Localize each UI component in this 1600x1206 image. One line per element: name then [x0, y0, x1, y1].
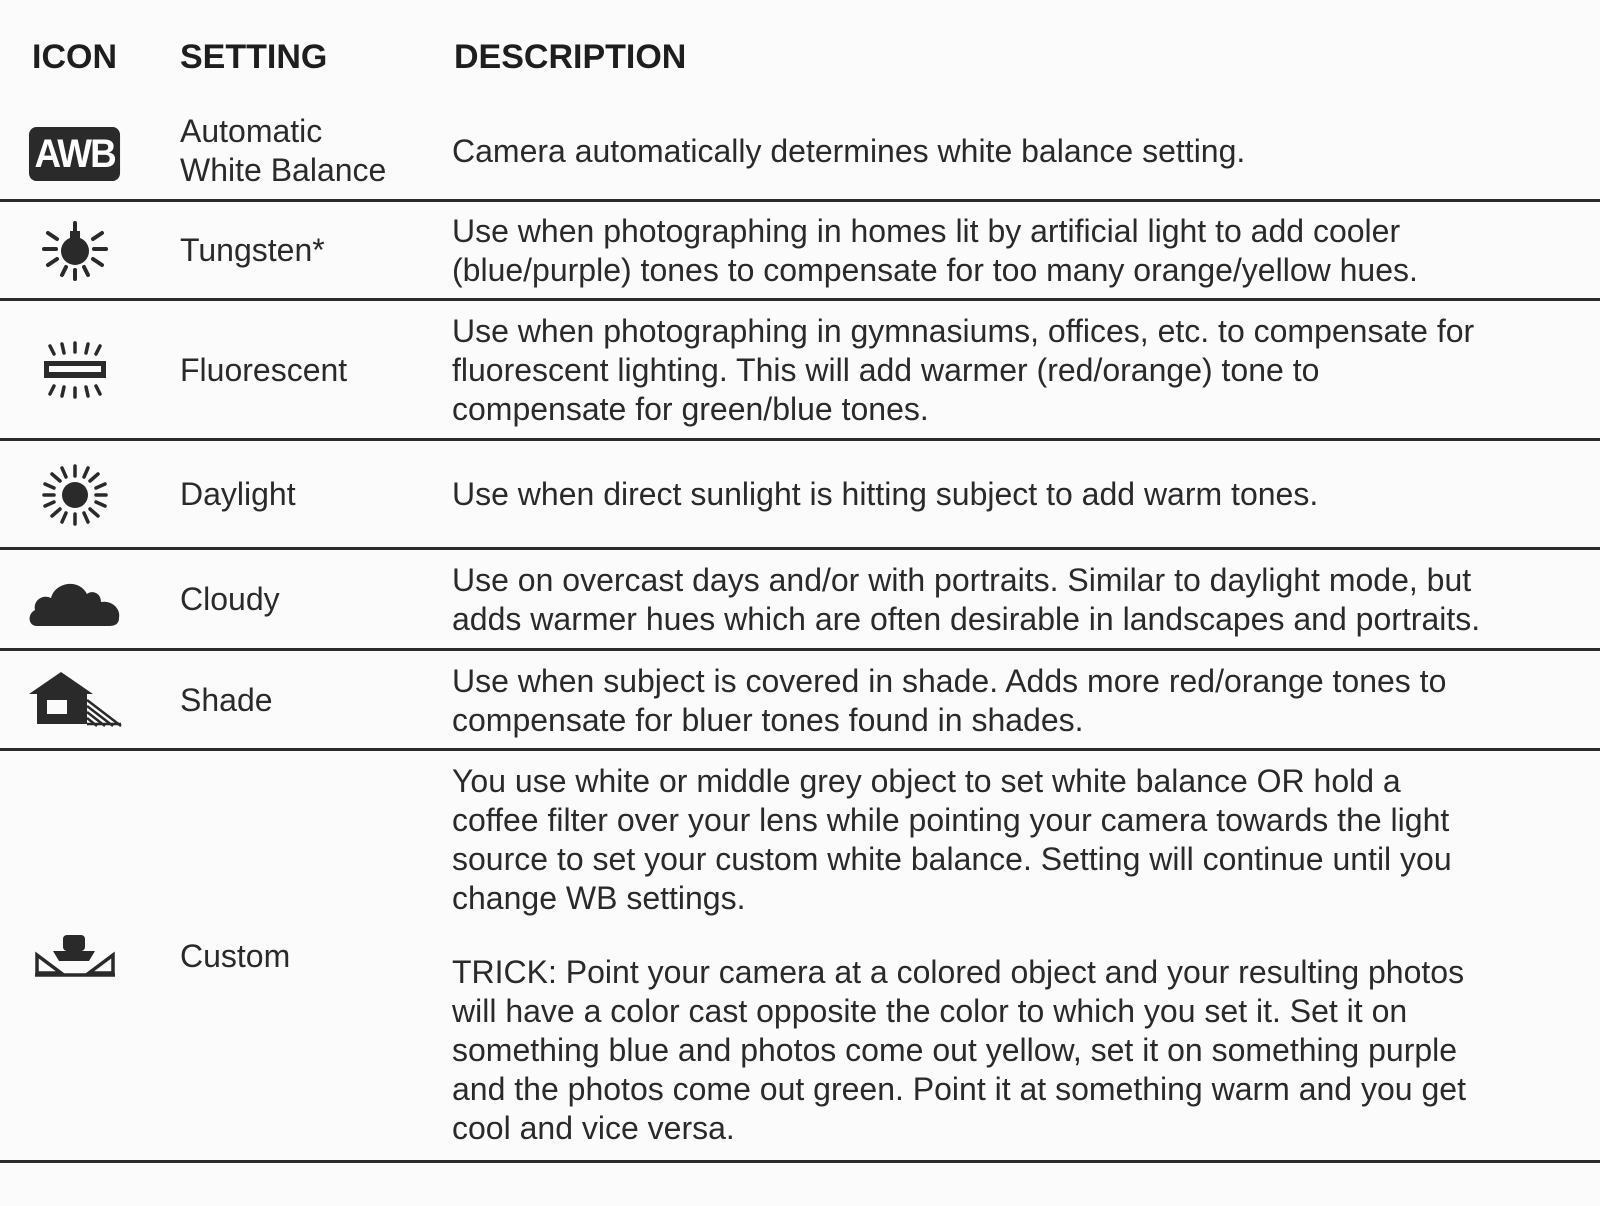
setting-label: Daylight	[180, 476, 296, 512]
description-line: adds warmer hues which are often desirable in landscapes and portraits.	[452, 601, 1481, 637]
description-line: coffee filter over your lens while pointing your camera towards the light	[452, 802, 1450, 838]
description-line: change WB settings.	[452, 880, 746, 916]
fluorescent-tube-icon	[0, 301, 150, 439]
awb-icon-text: AWB	[29, 127, 120, 181]
custom-wb-icon	[0, 751, 150, 1161]
setting-label	[180, 112, 386, 190]
row-divider	[0, 1160, 1600, 1163]
table-row	[0, 441, 1600, 548]
setting-label: Shade	[180, 682, 273, 718]
setting-label: Fluorescent	[180, 352, 348, 388]
paragraph-gap	[452, 918, 1587, 953]
sun-icon	[0, 441, 150, 548]
setting-label: Custom	[180, 938, 291, 974]
description-line: Use when direct sunlight is hitting subject to add warm tones.	[452, 476, 1319, 512]
description-line: compensate for bluer tones found in shades.	[452, 702, 1084, 738]
trick-line: TRICK: Point your camera at a colored object and your resulting photos	[452, 954, 1465, 990]
trick-line: something blue and photos come out yellow, set it on something purple	[452, 1032, 1458, 1068]
description-line: source to set your custom white balance. Setting will continue until you	[452, 841, 1452, 877]
description	[452, 662, 1587, 740]
description-line: compensate for green/blue tones.	[452, 391, 929, 427]
description-line: fluorescent lighting. This will add warmer (red/orange) tone to	[452, 352, 1320, 388]
description	[452, 762, 1587, 1148]
description-line: Use when photographing in homes lit by artificial light to add cooler	[452, 213, 1401, 249]
table-row	[0, 751, 1600, 1161]
table-row	[0, 202, 1600, 299]
setting-label: Cloudy	[180, 581, 280, 617]
header-icon: ICON	[32, 38, 117, 76]
awb-icon	[0, 108, 150, 200]
description	[452, 561, 1587, 639]
description	[452, 475, 1587, 514]
setting-label: Tungsten*	[180, 232, 325, 268]
table-header	[0, 0, 1600, 108]
trick-line: will have a color cast opposite the color to which you set it. Set it on	[452, 993, 1408, 1029]
description	[452, 312, 1587, 429]
trick-line: cool and vice versa.	[452, 1110, 735, 1146]
description-line: Use when photographing in gymnasiums, offices, etc. to compensate for	[452, 313, 1475, 349]
tungsten-bulb-icon	[0, 202, 150, 299]
description-line: Use when subject is covered in shade. Adds more red/orange tones to	[452, 663, 1447, 699]
description	[452, 132, 1587, 171]
setting-line: White Balance	[180, 152, 387, 188]
trick-line: and the photos come out green. Point it at something warm and you get	[452, 1071, 1466, 1107]
description-line: You use white or middle grey object to set white balance OR hold a	[452, 763, 1401, 799]
description	[452, 212, 1587, 290]
description-line: Use on overcast days and/or with portraits. Similar to daylight mode, but	[452, 562, 1472, 598]
setting-line: Automatic	[180, 113, 323, 149]
shade-house-icon	[0, 651, 150, 749]
description-line: (blue/purple) tones to compensate for too many orange/yellow hues.	[452, 252, 1418, 288]
header-setting: SETTING	[180, 38, 328, 76]
table-row	[0, 108, 1600, 200]
table-row	[0, 550, 1600, 649]
header-description: DESCRIPTION	[454, 38, 687, 76]
cloud-icon	[0, 550, 150, 649]
table-row	[0, 301, 1600, 439]
description-line: Camera automatically determines white balance setting.	[452, 133, 1246, 169]
table-row	[0, 651, 1600, 749]
